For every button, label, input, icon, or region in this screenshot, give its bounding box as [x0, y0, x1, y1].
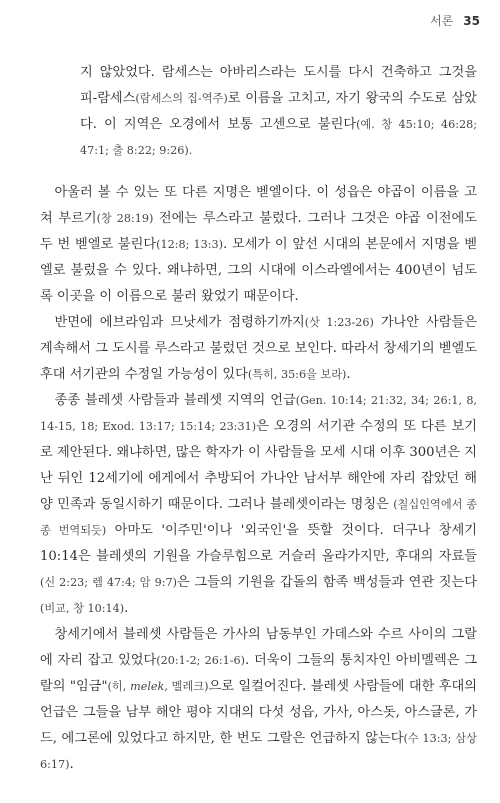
paragraph	[40, 180, 477, 310]
citation: , 멜레크)	[164, 680, 209, 693]
text-run: 전에는 루스라고 불렀다. 그러나 그것은 야곱 이전에도 두 번 벧엘로 불린다	[40, 211, 477, 252]
text-run: .	[124, 601, 129, 616]
citation: (수 13:3; 삼상 6:17)	[40, 732, 477, 771]
text-run: 으로 일컬어진다. 블레셋 사람들에 대한 후대의 언급은 그들을 남부 해안 평야 지대의 다섯 성읍, 가사, 아스돗, 아스글론, 가드, 에그론에 있었다고 하지만, 한 번도 그랄은 언급하지 않는다	[40, 679, 477, 746]
citation: (신 2:23; 렘 47:4; 암 9:7)	[40, 576, 177, 589]
paragraph	[40, 622, 477, 778]
text-run: .	[69, 757, 74, 772]
text-run: 아마도 '이주민'이나 '외국인'을 뜻할 것이다. 더구나 창세기 10:14은 블레셋의 기원을 가슬루힘으로 거슬러 올라가지만, 후대의 자료들	[40, 523, 477, 564]
quote-text	[80, 60, 477, 164]
citation: (람세스의 집-역주)	[135, 92, 228, 105]
text-run: .	[346, 367, 351, 382]
body-text	[40, 180, 477, 778]
citation: (비교, 창 10:14)	[40, 602, 125, 615]
chapter-title: 서론	[430, 14, 454, 28]
text-run: 은 오경의 서기관 수정의 또 다른 보기로 제안된다. 왜냐하면, 많은 학자가 이 사람들을 모세 시대 이후 300년은 지난 뒤인 12세기에 에게에서 추방되어 가나안 남서부 해안에 자리 잡았던 해양 민족과 동일시하기 때문이다. 그러나 블레셋이라는 명칭은	[40, 419, 477, 512]
running-header	[430, 12, 480, 29]
citation: melek	[130, 680, 165, 693]
text-run: 가나안 사람들은 계속해서 그 도시를 루스라고 불렀던 것으로 보인다. 따라서 창세기의 벧엘도 후대 서기관의 수정일 가능성이 있다	[40, 315, 477, 382]
citation: (삿 1:23-26)	[304, 316, 374, 329]
citation: (12:8; 13:3)	[156, 238, 224, 251]
citation: (칠십인역에서 종종 번역되듯)	[40, 498, 477, 537]
text-run: 지 않았었다. 람세스는 아바리스라는 도시를 다시 건축하고 그것을 피-람세스	[80, 65, 477, 106]
text-run: . 더욱이 그들의 통치자인 아비멜렉은 그랄의 "임금"	[40, 653, 477, 694]
text-run: . 모세가 이 앞선 시대의 본문에서 지명을 벧엘로 불렀을 수 있다. 왜냐하면, 그의 시대에 이스라엘에서는 400년이 넘도록 이곳을 이 이름으로 불러 왔었기 때문이다.	[40, 237, 477, 304]
text-run: 종종 블레셋 사람들과 블레셋 지역의 언급	[54, 393, 296, 408]
citation: (20:1-2; 26:1-6)	[156, 654, 245, 667]
page-number: 35	[463, 14, 480, 28]
citation: (예. 창 45:10; 46:28; 47:1; 출 8:22; 9:26).	[80, 118, 477, 157]
text-run: 반면에 에브라임과 므낫세가 점령하기까지	[54, 315, 305, 330]
citation: (Gen. 10:14; 21:32, 34; 26:1, 8, 14-15, 18; Exod. 13:17; 15:14; 23:31)	[40, 394, 477, 433]
paragraph	[40, 388, 477, 622]
block-quote	[80, 60, 477, 164]
text-run: 로 이름을 고치고, 자기 왕국의 수도로 삼았다. 이 지역은 오경에서 보통 고센으로 불린다	[80, 91, 477, 132]
citation: (특히, 35:6을 보라)	[247, 368, 347, 381]
citation: (창 28:19)	[96, 212, 154, 225]
text-run: 은 그들의 기원을 갑돌의 함족 백성들과 연관 짓는다	[176, 575, 477, 590]
text-run: 창세기에서 블레셋 사람들은 가사의 남동부인 가데스와 수르 사이의 그랄에 자리 잡고 있었다	[40, 627, 477, 668]
citation: (히,	[107, 680, 131, 693]
paragraph	[40, 310, 477, 388]
text-run: 아울러 볼 수 있는 또 다른 지명은 벧엘이다. 이 성읍은 야곱이 이름을 고쳐 부르기	[40, 185, 477, 226]
